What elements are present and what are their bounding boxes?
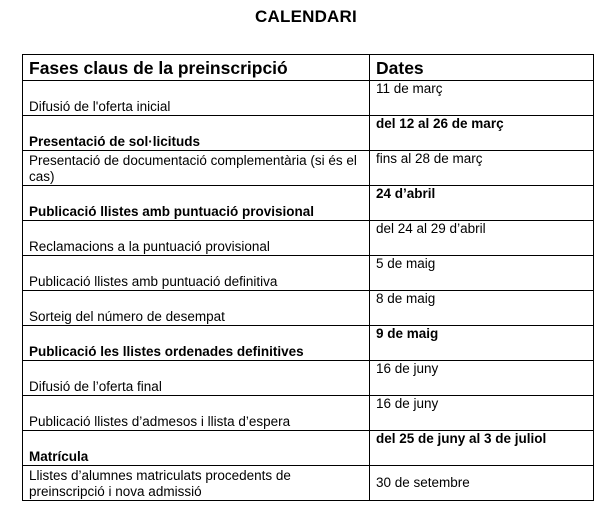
table-row	[23, 361, 594, 396]
date-cell: 8 de maig	[370, 291, 594, 326]
date-cell: del 24 al 29 d’abril	[370, 221, 594, 256]
date-cell: 9 de maig	[370, 326, 594, 361]
table-row	[23, 396, 594, 431]
phase-cell: Matrícula	[23, 431, 370, 466]
phase-cell: Difusió de l'oferta inicial	[23, 81, 370, 116]
phase-cell: Sorteig del número de desempat	[23, 291, 370, 326]
date-cell: 16 de juny	[370, 396, 594, 431]
date-cell: del 25 de juny al 3 de juliol	[370, 431, 594, 466]
table-row	[23, 151, 594, 186]
phase-cell: Publicació llistes d’admesos i llista d’espera	[23, 396, 370, 431]
phase-cell: Difusió de l’oferta final	[23, 361, 370, 396]
phase-cell: Publicació llistes amb puntuació provisional	[23, 186, 370, 221]
date-cell: 16 de juny	[370, 361, 594, 396]
header-phases: Fases claus de la preinscripció	[23, 55, 370, 81]
date-cell: 5 de maig	[370, 256, 594, 291]
date-cell: 24 d’abril	[370, 186, 594, 221]
date-cell: del 12 al 26 de març	[370, 116, 594, 151]
phase-cell: Presentació de sol·licituds	[23, 116, 370, 151]
table-row	[23, 81, 594, 116]
table-row	[23, 221, 594, 256]
phase-cell: Presentació de documentació complementària (si és el cas)	[23, 151, 370, 186]
page-title: CALENDARI	[255, 7, 357, 26]
table-row	[23, 186, 594, 221]
table-row	[23, 116, 594, 151]
phase-cell: Reclamacions a la puntuació provisional	[23, 221, 370, 256]
date-cell: fins al 28 de març	[370, 151, 594, 186]
calendar-table	[22, 54, 594, 501]
table-header-row	[23, 55, 594, 81]
phase-cell: Llistes d’alumnes matriculats procedents de preinscripció i nova admissió	[23, 466, 370, 501]
date-cell: 30 de setembre	[370, 466, 594, 501]
date-cell: 11 de març	[370, 81, 594, 116]
header-dates: Dates	[370, 55, 594, 81]
table-row	[23, 466, 594, 501]
table-row	[23, 326, 594, 361]
table-row	[23, 431, 594, 466]
phase-cell: Publicació llistes amb puntuació definitiva	[23, 256, 370, 291]
table-row	[23, 291, 594, 326]
phase-cell: Publicació les llistes ordenades definitives	[23, 326, 370, 361]
table-row	[23, 256, 594, 291]
